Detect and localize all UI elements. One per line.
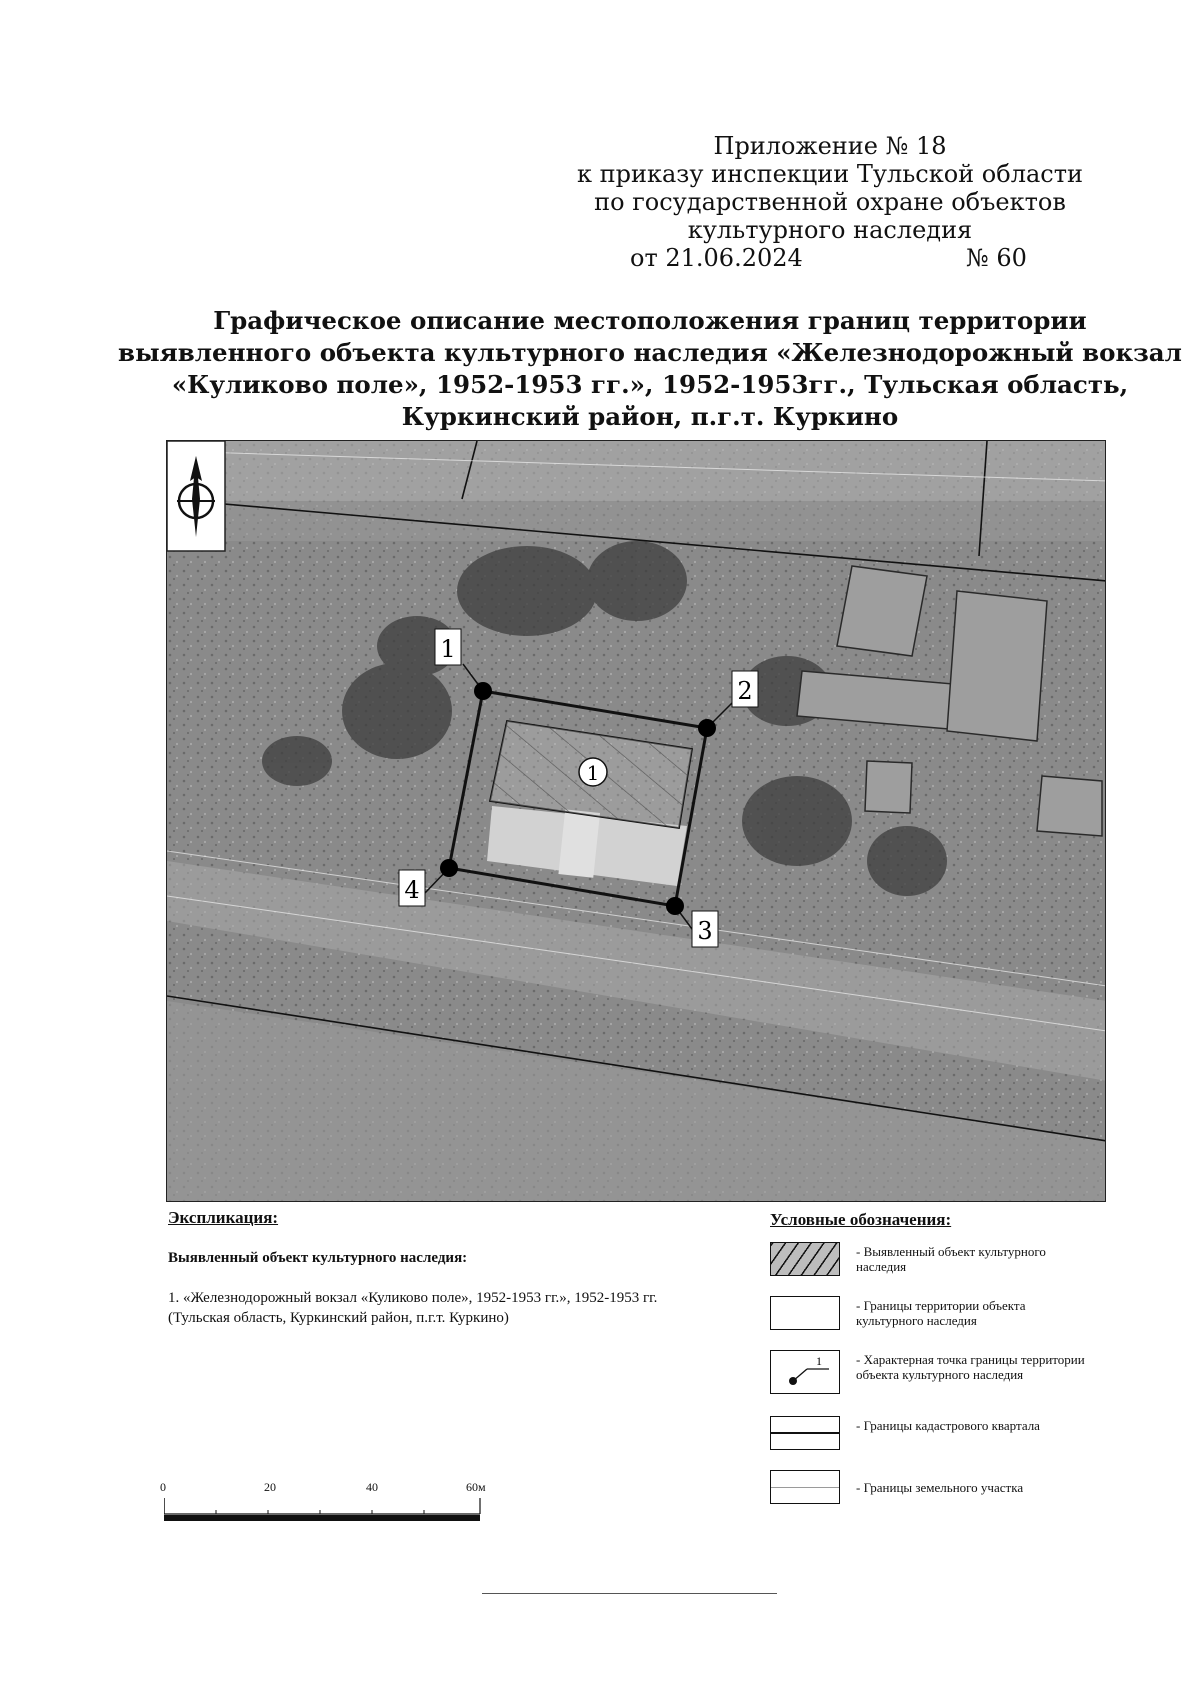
scale-tick-label: 0 bbox=[160, 1480, 166, 1494]
legend-cadastral-swatch bbox=[770, 1416, 840, 1450]
point-label-4: 4 bbox=[404, 876, 420, 904]
appendix-order-ref-3: культурного наследия bbox=[687, 216, 973, 244]
appendix-order-ref: к приказу инспекции Тульской области bbox=[577, 160, 1083, 188]
legend-label: - Границы территории объекта культурного наследия bbox=[856, 1298, 1026, 1328]
explication-text: 1. «Железнодорожный вокзал «Куликово поле», 1952-1953 гг.», 1952-1953 гг. (Тульская область, Куркинский район, п.г.т. Куркино) bbox=[168, 1290, 658, 1326]
legend-land-plot-swatch bbox=[770, 1470, 840, 1504]
title-line-3: «Куликово поле», 1952-1953 гг.», 1952-1953гг., Тульская область, bbox=[171, 370, 1129, 399]
legend-point-swatch bbox=[770, 1350, 840, 1394]
scale-tick-label: 20 bbox=[264, 1480, 276, 1494]
order-number: № 60 bbox=[966, 244, 1027, 272]
appendix-number: Приложение № 18 bbox=[713, 132, 947, 160]
point-label-1: 1 bbox=[440, 635, 456, 663]
explication-subheading: Выявленный объект культурного наследия: bbox=[168, 1250, 468, 1266]
legend-label: - Границы земельного участка bbox=[856, 1480, 1024, 1495]
title-line-2: выявленного объекта культурного наследия «Железнодорожный вокзал bbox=[118, 338, 1182, 367]
document-title bbox=[110, 305, 1190, 433]
legend-label: - Выявленный объект культурного наследия bbox=[856, 1244, 1046, 1274]
scale-tick-label: 60м bbox=[466, 1480, 486, 1494]
legend-hatch-swatch bbox=[770, 1242, 840, 1276]
legend-label: - Характерная точка границы территории объекта культурного наследия bbox=[856, 1352, 1085, 1382]
scale-bar bbox=[160, 1480, 490, 1530]
title-line-1: Графическое описание местоположения границ территории bbox=[213, 306, 1087, 335]
title-line-4: Куркинский район, п.г.т. Куркино bbox=[401, 402, 899, 431]
boundary-point-3 bbox=[666, 897, 684, 915]
order-date: от 21.06.2024 bbox=[630, 244, 803, 272]
explication-heading: Экспликация: bbox=[168, 1208, 279, 1227]
legend-boundary-swatch bbox=[770, 1296, 840, 1330]
point-label-3: 3 bbox=[697, 917, 713, 945]
boundary-point-2 bbox=[698, 719, 716, 737]
boundary-point-4 bbox=[440, 859, 458, 877]
scale-tick-label: 40 bbox=[366, 1480, 378, 1494]
north-arrow-icon bbox=[167, 441, 225, 551]
legend-point-number: 1 bbox=[816, 1354, 822, 1368]
boundary-point-1 bbox=[474, 682, 492, 700]
footer-divider bbox=[482, 1593, 777, 1594]
appendix-order-ref-2: по государственной охране объектов bbox=[594, 188, 1066, 216]
legend-label: - Границы кадастрового квартала bbox=[856, 1418, 1040, 1433]
point-label-2: 2 bbox=[737, 677, 753, 705]
legend-heading: Условные обозначения: bbox=[770, 1210, 952, 1229]
object-marker-label: 1 bbox=[586, 761, 600, 785]
site-map bbox=[166, 440, 1106, 1202]
appendix-block bbox=[560, 132, 1100, 244]
